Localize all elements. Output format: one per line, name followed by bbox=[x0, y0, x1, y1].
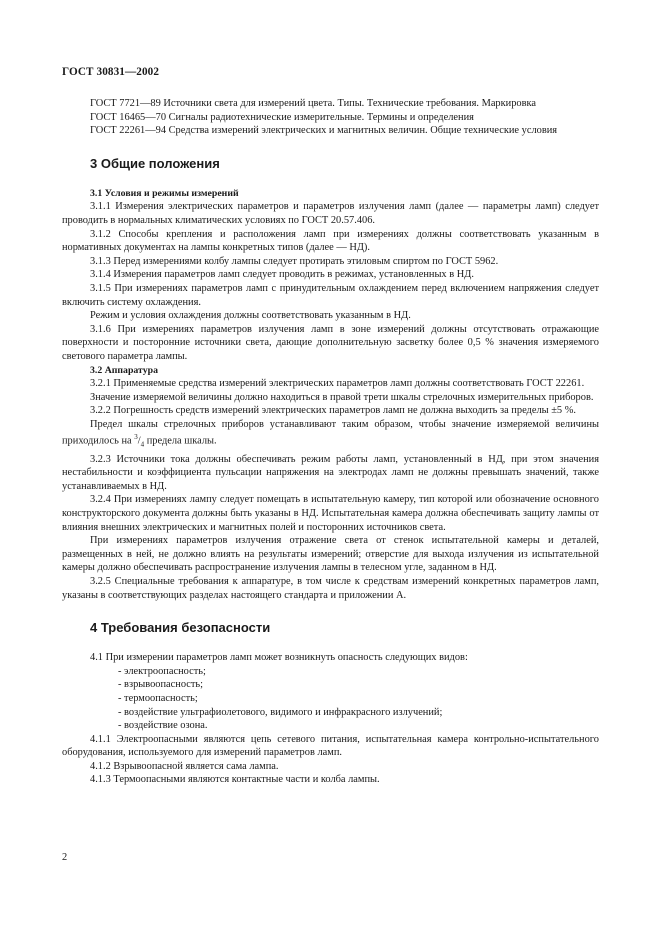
list-item: - электроопасность; bbox=[118, 665, 206, 677]
reference-item: ГОСТ 22261—94 Средства измерений электрических и магнитных величин. Общие технические условия bbox=[90, 125, 558, 137]
paragraph-scale-limit: Предел шкалы стрелочных приборов устанавливают таким образом, чтобы значение измеряемой величины приходилось на $^3/_4$ предела шкалы. bbox=[62, 418, 599, 450]
reference-item: ГОСТ 16465—70 Сигналы радиотехнические измерительные. Термины и определения bbox=[90, 111, 474, 123]
document-body bbox=[62, 97, 599, 787]
paragraph-measured-value: Значение измеряемой величины должно находиться в правой трети шкалы стрелочных измерительных приборов. bbox=[90, 391, 594, 403]
paragraph-3-2-2: 3.2.2 Погрешность средств измерений электрических параметров ламп не должна выходить за пределы ±5 %. bbox=[90, 405, 576, 417]
paragraph-3-1-1: 3.1.1 Измерения электрических параметров и параметров излучения ламп (далее — параметры ламп) следует проводить в нормальных климатических условиях по ГОСТ 20.57.406. bbox=[62, 201, 599, 226]
fraction-denominator: 4 bbox=[140, 441, 145, 450]
paragraph-3-2-4: 3.2.4 При измерениях лампу следует помещать в испытательную камеру, тип которой или обозначение основного конструкторского документа должны быть указаны в НД. Испытательная камера должна обеспечивать защиту лампы от влияния внешних электрических и магнитных полей и посторонних источников света. bbox=[62, 494, 599, 533]
paragraph-4-1: 4.1 При измерении параметров ламп может возникнуть опасность следующих видов: bbox=[90, 652, 468, 664]
scale-limit-text-end: предела шкалы. bbox=[144, 435, 217, 447]
list-item: - термоопасность; bbox=[118, 692, 198, 704]
paragraph-3-1-6: 3.1.6 При измерениях параметров излучения ламп в зоне измерений должны отсутствовать отражающие поверхности и посторонние источники света, дающие дополнительную засветку более 0,5 % значения измеряемого светового параметра лампы. bbox=[62, 323, 599, 362]
paragraph-3-1-2: 3.1.2 Способы крепления и расположения ламп при измерениях должны соответствовать указанным в нормативных документах на лампы конкретных типов (далее — НД). bbox=[62, 228, 599, 254]
paragraph-4-1-2: 4.1.2 Взрывоопасной является сама лампа. bbox=[90, 760, 279, 772]
paragraph-radiation-reflection: При измерениях параметров излучения отражение света от стенок испытательной камеры и деталей, размещенных в ней, не должно влиять на результаты измерений; отверстие для выхода излучения из испытательной камеры должно обеспечивать распространение излучения лампы в телесном угле, заданном в НД. bbox=[62, 535, 599, 574]
paragraph-3-2-1: 3.2.1 Применяемые средства измерений электрических параметров ламп должны соответствовать ГОСТ 22261. bbox=[90, 378, 585, 390]
subsection-3-2-heading: 3.2 Аппаратура bbox=[90, 364, 158, 376]
paragraph-3-2-3: 3.2.3 Источники тока должны обеспечивать режим работы ламп, установленный в НД, при этом значения нестабильности и коэффициента пульсации напряжения на электродах ламп не должны превышать значений, также устанавливаемых в НД. bbox=[62, 453, 599, 492]
fraction-numerator: 3 bbox=[134, 433, 138, 442]
list-item: - взрывоопасность; bbox=[118, 679, 204, 691]
document-code-header: ГОСТ 30831—2002 bbox=[62, 66, 160, 78]
list-item: - воздействие озона. bbox=[118, 720, 208, 732]
page-number: 2 bbox=[62, 852, 68, 863]
paragraph-3-1-3: 3.1.3 Перед измерениями колбу лампы следует протирать этиловым спиртом по ГОСТ 5962. bbox=[90, 255, 499, 267]
section-3-heading: 3 Общие положения bbox=[90, 155, 220, 171]
paragraph-3-1-5: 3.1.5 При измерениях параметров ламп с принудительным охлаждением перед включением напряжения следует включить систему охлаждения. bbox=[62, 282, 599, 308]
reference-item: ГОСТ 7721—89 Источники света для измерений цвета. Типы. Технические требования. Маркировка bbox=[90, 98, 537, 109]
section-4-heading: 4 Требования безопасности bbox=[90, 620, 271, 636]
paragraph-4-1-1: 4.1.1 Электроопасными являются цепь сетевого питания, испытательная камера контрольно-испытательного оборудования, используемого для измерений параметров ламп. bbox=[62, 733, 599, 759]
subsection-3-1-heading: 3.1 Условия и режимы измерений bbox=[90, 187, 239, 199]
list-item: - воздействие ультрафиолетового, видимого и инфракрасного излучений; bbox=[118, 706, 443, 718]
paragraph-3-2-5: 3.2.5 Специальные требования к аппаратуре, в том числе к средствам измерений конкретных параметров ламп, указаны в соответствующих разделах настоящего стандарта и приложении А. bbox=[62, 575, 599, 601]
paragraph-cooling-mode: Режим и условия охлаждения должны соответствовать указанным в НД. bbox=[90, 310, 411, 322]
paragraph-4-1-3: 4.1.3 Термоопасными являются контактные части и колба лампы. bbox=[90, 774, 380, 786]
paragraph-3-1-4: 3.1.4 Измерения параметров ламп следует проводить в режимах, установленных в НД. bbox=[90, 269, 474, 281]
scale-limit-text-start: Предел шкалы стрелочных приборов устанавливают таким образом, чтобы значение измеряемой величины приходилось на bbox=[62, 418, 599, 447]
